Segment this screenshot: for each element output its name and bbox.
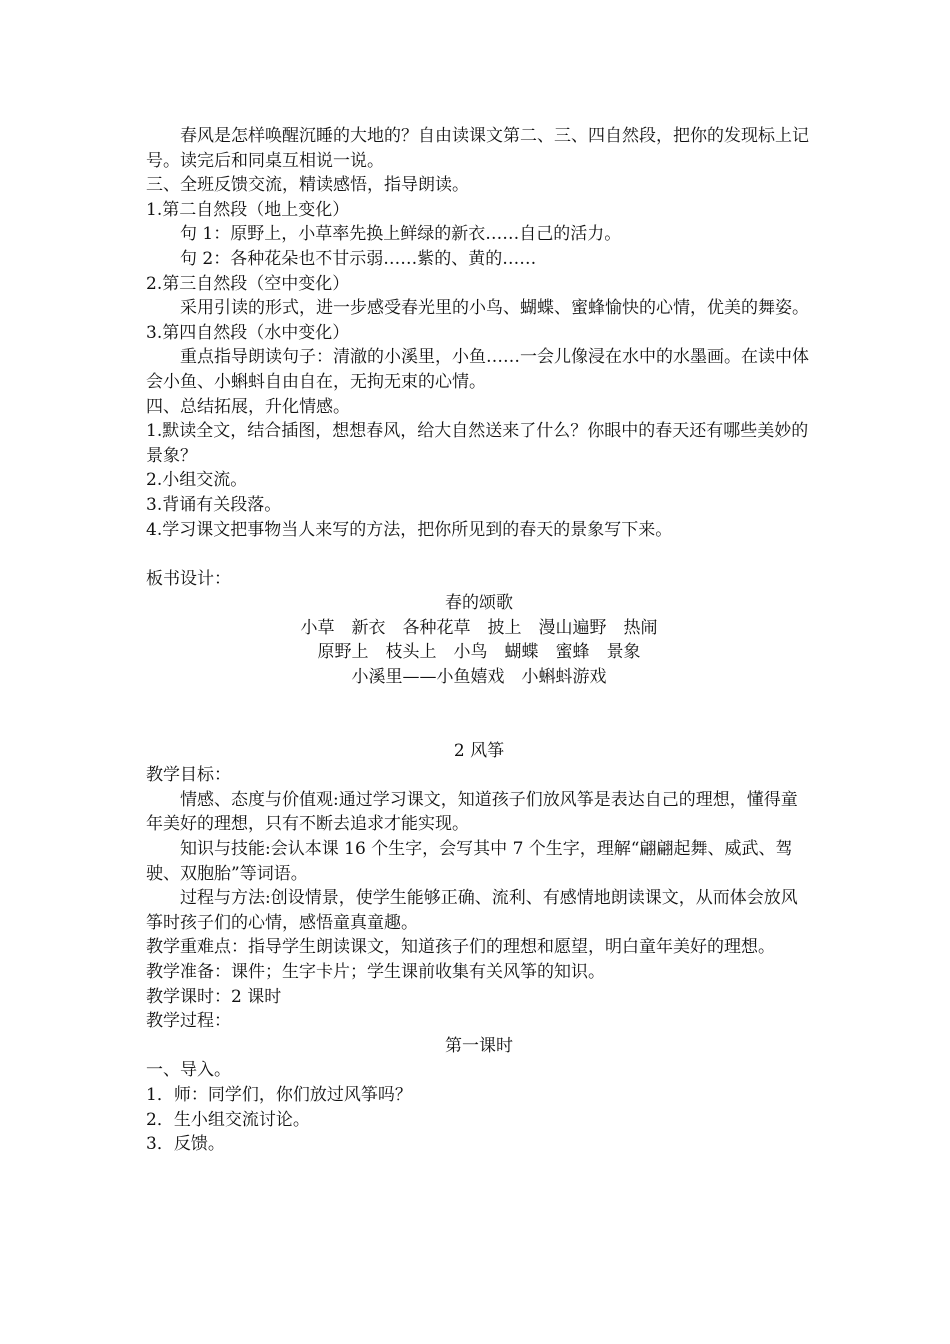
- paragraph4-text: 重点指导朗读句子：清澈的小溪里，小鱼……一会儿像浸在水中的水墨画。在读中体会小鱼、小蝌蚪自由自在，无拘无束的心情。: [146, 347, 809, 392]
- paragraph2-heading: 1.第二自然段（地上变化）: [146, 199, 350, 220]
- intro-paragraph: 春风是怎样唤醒沉睡的大地的？自由读课文第二、三、四自然段，把你的发现标上记号。读完后和同桌互相说一说。: [146, 126, 809, 171]
- paragraph4-heading: 3.第四自然段（水中变化）: [146, 322, 350, 343]
- document-page: [146, 124, 812, 1157]
- step1-item1: 1．师：同学们，你们放过风筝吗？: [146, 1084, 412, 1105]
- teaching-hours: 教学课时：2 课时: [146, 986, 282, 1007]
- step3-heading: 三、全班反馈交流，精读感悟，指导朗读。: [146, 175, 469, 196]
- step1-item2: 2．生小组交流讨论。: [146, 1109, 310, 1130]
- goal-process: 过程与方法:创设情景，使学生能够正确、流利、有感情地朗读课文，从而体会放风筝时孩子们的心情，感悟童真童趣。: [146, 888, 798, 933]
- teaching-preparation: 教学准备：课件；生字卡片；学生课前收集有关风筝的知识。: [146, 962, 605, 982]
- paragraph3-text: 采用引读的形式，进一步感受春光里的小鸟、蝴蝶、蜜蜂愉快的心情，优美的舞姿。: [180, 298, 809, 319]
- step4-item3: 3.背诵有关段落。: [146, 494, 282, 515]
- goals-label: 教学目标：: [146, 765, 231, 786]
- board-row-2: 原野上 枝头上 小鸟 蝴蝶 蜜蜂 景象: [317, 642, 641, 663]
- period-title: 第一课时: [445, 1035, 513, 1056]
- step4-item4: 4.学习课文把事物当人来写的方法，把你所见到的春天的景象写下来。: [146, 519, 673, 540]
- step4-item2: 2.小组交流。: [146, 470, 248, 491]
- paragraph2-sentence2: 句 2：各种花朵也不甘示弱……紫的、黄的……: [180, 248, 537, 269]
- board-row-3: 小溪里——小鱼嬉戏 小蝌蚪游戏: [351, 667, 607, 688]
- board-row-1: 小草 新衣 各种花草 披上 漫山遍野 热闹: [300, 617, 658, 638]
- paragraph3-heading: 2.第三自然段（空中变化）: [146, 273, 350, 294]
- lesson-title: 2 风筝: [453, 740, 505, 761]
- step4-item1: 1.默读全文，结合插图，想想春风，给大自然送来了什么？你眼中的春天还有哪些美妙的景象？: [146, 421, 809, 466]
- goal-emotion: 情感、态度与价值观:通过学习课文，知道孩子们放风筝是表达自己的理想，懂得童年美好的理想，只有不断去追求才能实现。: [146, 789, 798, 835]
- goal-knowledge: 知识与技能:会认本课 16 个生字，会写其中 7 个生字，理解“翩翩起舞、威武、驾驶、双胞胎”等词语。: [146, 839, 793, 884]
- step1-item3: 3．反馈。: [146, 1134, 225, 1155]
- spacer: [146, 690, 812, 739]
- board-design-label: 板书设计：: [146, 568, 231, 589]
- step4-heading: 四、总结拓展，升化情感。: [146, 396, 350, 417]
- key-points: 教学重难点：指导学生朗读课文，知道孩子们的理想和愿望，明白童年美好的理想。: [146, 937, 775, 958]
- process-label: 教学过程：: [146, 1011, 231, 1032]
- paragraph2-sentence1: 句 1：原野上，小草率先换上鲜绿的新衣……自己的活力。: [180, 224, 622, 245]
- board-title: 春的颂歌: [445, 593, 513, 614]
- spacer: [146, 542, 812, 567]
- step1-heading: 一、导入。: [146, 1060, 231, 1081]
